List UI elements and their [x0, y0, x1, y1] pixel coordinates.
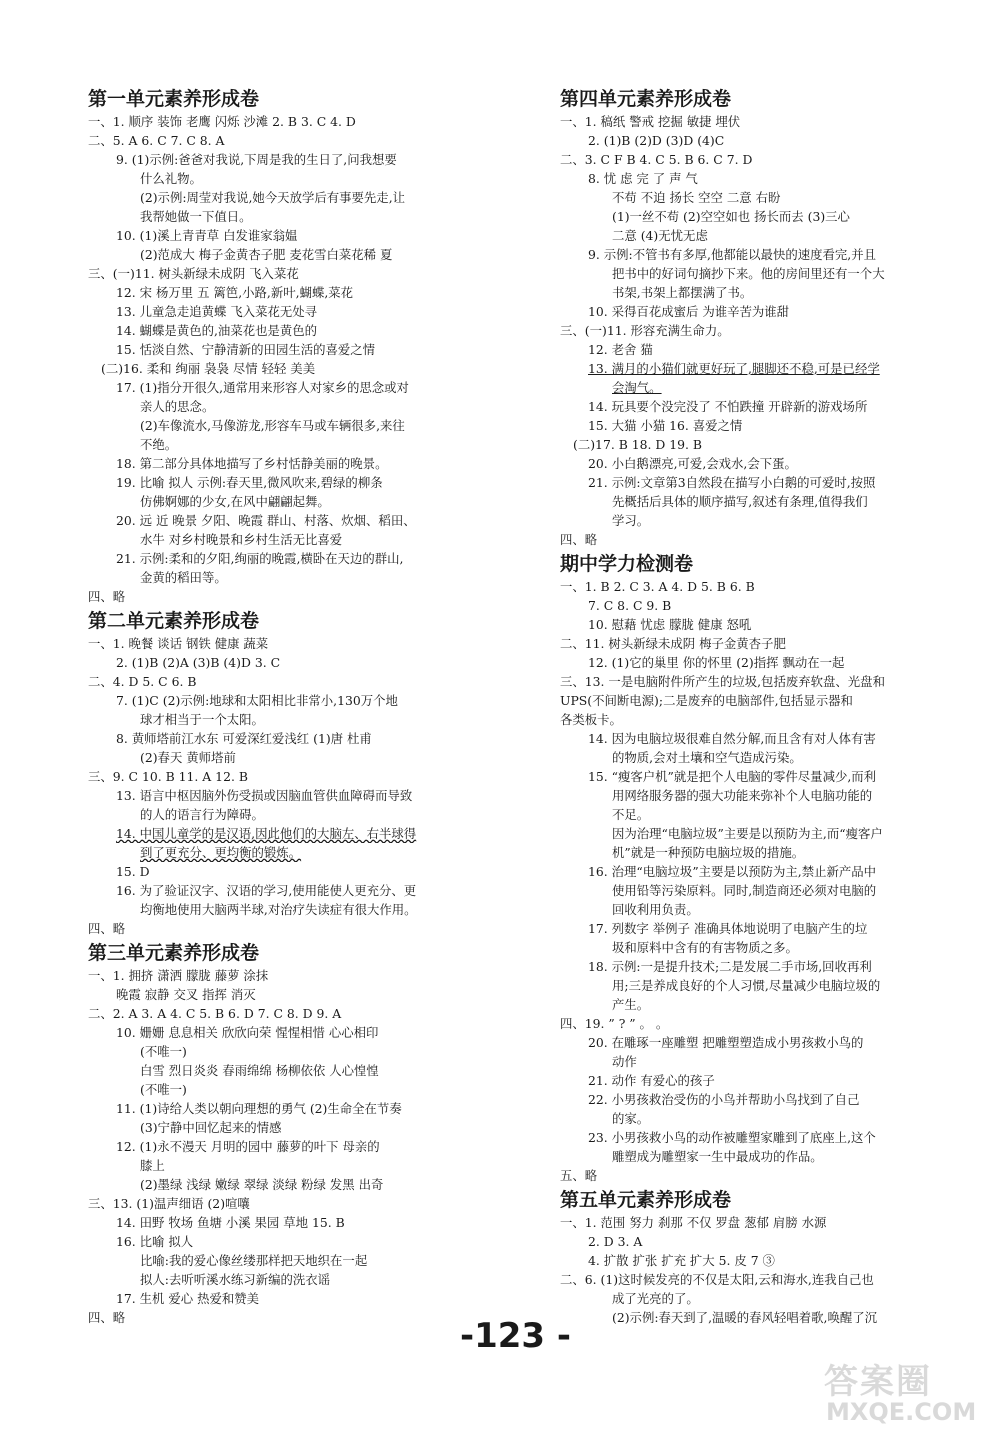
answer-line: 14. 中国儿童学的是汉语,因此他们的大脑左、右半球得 — [116, 826, 417, 841]
answer-line: (二)17. B 18. D 19. B — [573, 437, 703, 452]
answer-line: 17. 生机 爱心 热爱和赞美 — [116, 1291, 260, 1306]
answer-line: (不唯一) — [140, 1044, 187, 1059]
answer-line: 20. 在雕琢一座雕塑 把雕塑塑造成小男孩救小鸟的 — [588, 1035, 864, 1050]
answer-line: 四、略 — [88, 921, 126, 936]
answer-line: 23. 小男孩救小鸟的动作被雕塑家雕到了底座上,这个 — [588, 1130, 876, 1145]
watermark-logo — [818, 1354, 988, 1430]
answer-line: 二、6. (1)这时候发亮的不仅是太阳,云和海水,连我自己也 — [560, 1272, 874, 1287]
answer-line: (2)示例:春天到了,温暖的春风轻唱着歌,唤醒了沉 — [612, 1310, 878, 1325]
answer-line: 金黄的稻田等。 — [140, 570, 227, 585]
answer-line: 9. 示例:不管书有多厚,他都能以最快的速度看完,并且 — [588, 247, 877, 262]
section-title: 期中学力检测卷 — [560, 553, 694, 575]
answer-line: 12. 宋 杨万里 五 篱笆,小路,新叶,蝴蝶,菜花 — [116, 285, 354, 300]
answer-line: 五、略 — [560, 1168, 598, 1183]
answer-line: 一、1. 顺序 装饰 老鹰 闪烁 沙滩 2. B 3. C 4. D — [88, 114, 356, 129]
answer-line: 先概括后具体的顺序描写,叙述有条理,值得我们 — [612, 494, 868, 509]
answer-line: 一、1. 稿纸 警戒 挖掘 敏捷 埋伏 — [560, 114, 741, 129]
answer-line: 一、1. B 2. C 3. A 4. D 5. B 6. B — [560, 579, 755, 594]
answer-line: 的人的语言行为障碍。 — [140, 807, 264, 822]
answer-line: 不足。 — [612, 807, 650, 822]
answer-line: 用;三是养成良好的个人习惯,尽量减少电脑垃圾的 — [612, 978, 881, 993]
answer-line: 18. 示例:一是提升技术;二是发展二手市场,回收再利 — [588, 959, 872, 974]
answer-line: 膝上 — [140, 1158, 165, 1173]
answer-line: 三、(一)11. 树头新绿未成阴 飞入菜花 — [88, 266, 299, 281]
answer-line: 成了光亮的了。 — [612, 1291, 699, 1306]
answer-line: 回收利用负责。 — [612, 902, 699, 917]
answer-line: 8. 忧 虑 完 了 声 气 — [588, 171, 698, 186]
answer-line: 13. 儿童急走追黄蝶 飞入菜花无处寻 — [116, 304, 318, 319]
answer-line: 2. D 3. A — [588, 1234, 643, 1249]
answer-line: 使用铅等污染原料。同时,制造商还必须对电脑的 — [612, 883, 877, 898]
answer-line: 16. 治理“电脑垃圾”主要是以预防为主,禁止新产品中 — [588, 864, 877, 879]
answer-line: 21. 示例:文章第3自然段在描写小白鹅的可爱时,按照 — [588, 475, 876, 490]
answer-line: 动作 — [612, 1054, 637, 1069]
answer-line: 15. D — [116, 864, 150, 879]
answer-line: 14. 因为电脑垃圾很难自然分解,而且含有对人体有害 — [588, 731, 876, 746]
answer-line: 二、4. D 5. C 6. B — [88, 674, 197, 689]
answer-line: 亲人的思念。 — [140, 399, 215, 414]
answer-line: 一、1. 范围 努力 刹那 不仅 罗盘 葱郁 肩膀 水源 — [560, 1215, 827, 1230]
answer-line: 2. (1)B (2)A (3)B (4)D 3. C — [116, 655, 281, 670]
answer-line: 不苟 不迫 扬长 空空 二意 右盼 — [612, 190, 781, 205]
answer-line: 15. 恬淡自然、宁静清新的田园生活的喜爱之情 — [116, 342, 376, 357]
answer-line: 14. 玩具要个没完没了 不怕跌撞 开辟新的游戏场所 — [588, 399, 868, 414]
answer-line: 球才相当于一个太阳。 — [140, 712, 264, 727]
answer-line: 7. (1)C (2)示例:地球和太阳相比非常小,130万个地 — [116, 693, 398, 708]
answer-line: 晚霞 寂静 交叉 指挥 消灭 — [116, 987, 256, 1002]
answer-line: 20. 小白鹅漂亮,可爱,会戏水,会下蛋。 — [588, 456, 797, 471]
answer-line: 20. 远 近 晚景 夕阳、晚霞 群山、村落、炊烟、稻田、 — [116, 513, 416, 528]
answer-line: 二、2. A 3. A 4. C 5. B 6. D 7. C 8. D 9. A — [88, 1006, 342, 1021]
answer-line: 三、13. 一是电脑附件所产生的垃圾,包括废弃软盘、光盘和 — [560, 674, 885, 689]
answer-line: (3)宁静中回忆起来的情感 — [140, 1120, 282, 1135]
answer-line: 14. 田野 牧场 鱼塘 小溪 果园 草地 15. B — [116, 1215, 345, 1230]
answer-line: 四、19. ” ? ” 。 。 — [560, 1016, 669, 1031]
answer-line: 学习。 — [612, 513, 650, 528]
answer-line: 二、11. 树头新绿未成阴 梅子金黄杏子肥 — [560, 636, 786, 651]
answer-line: 圾和原料中含有的有害物质之多。 — [612, 940, 798, 955]
section-title: 第一单元素养形成卷 — [88, 88, 260, 110]
answer-line: 因为治理“电脑垃圾”主要是以预防为主,而“瘦客户 — [612, 826, 883, 841]
answer-line: 会淘气。 — [612, 380, 662, 395]
answer-line: (不唯一) — [140, 1082, 187, 1097]
answer-line: 四、略 — [88, 589, 126, 604]
answer-line: 21. 示例:柔和的夕阳,绚丽的晚霞,横卧在天边的群山, — [116, 551, 404, 566]
answer-line: UPS(不间断电源);二是废弃的电脑部件,包括显示器和 — [560, 693, 853, 708]
answer-column-left — [88, 86, 488, 1327]
answer-line: 三、(一)11. 形容充满生命力。 — [560, 323, 730, 338]
answer-line: 二、3. C F B 4. C 5. B 6. C 7. D — [560, 152, 753, 167]
answer-line: 水牛 对乡村晚景和乡村生活无比喜爱 — [140, 532, 343, 547]
answer-line: 9. (1)示例:爸爸对我说,下周是我的生日了,问我想要 — [116, 152, 397, 167]
answer-line: 12. (1)永不漫天 月明的园中 藤萝的叶下 母亲的 — [116, 1139, 380, 1154]
answer-line: 4. 扩散 扩张 扩充 扩大 5. 皮 7 ③ — [588, 1253, 775, 1268]
section-title: 第二单元素养形成卷 — [88, 610, 260, 632]
answer-line: 产生。 — [612, 997, 650, 1012]
answer-line: 15. 大猫 小猫 16. 喜爱之情 — [588, 418, 743, 433]
answer-line: 机”就是一种预防电脑垃圾的措施。 — [612, 845, 805, 860]
answer-line: 我帮她做一下值日。 — [140, 209, 252, 224]
answer-line: 用网络服务器的强大功能来弥补个人电脑功能的 — [612, 788, 873, 803]
answer-line: 的物质,会对土壤和空气造成污染。 — [612, 750, 802, 765]
answer-line: 一、1. 晚餐 谈话 钢铁 健康 蔬菜 — [88, 636, 269, 651]
answer-line: 的家。 — [612, 1111, 650, 1126]
answer-line: 16. 比喻 拟人 — [116, 1234, 194, 1249]
answer-line: 7. C 8. C 9. B — [588, 598, 672, 613]
answer-line: 四、略 — [88, 1310, 126, 1325]
section-title: 第五单元素养形成卷 — [560, 1189, 732, 1211]
answer-line: 各类板卡。 — [560, 712, 622, 727]
answer-line: 比喻:我的爱心像丝缕那样把天地织在一起 — [140, 1253, 368, 1268]
answer-line: 什么礼物。 — [140, 171, 202, 186]
answer-line: 四、略 — [560, 532, 598, 547]
answer-line: 三、13. (1)温声细语 (2)喧嚷 — [88, 1196, 250, 1211]
answer-line: 21. 动作 有爱心的孩子 — [588, 1073, 715, 1088]
answer-line: 18. 第二部分具体地描写了乡村恬静美丽的晚景。 — [116, 456, 388, 471]
answer-line: 10. 采得百花成蜜后 为谁辛苦为谁甜 — [588, 304, 790, 319]
answer-line: 雕塑成为雕塑家一生中最成功的作品。 — [612, 1149, 823, 1164]
answer-line: 14. 蝴蝶是黄色的,油菜花也是黄色的 — [116, 323, 318, 338]
answer-line: 到了更充分、更均衡的锻炼。 — [140, 845, 302, 860]
answer-line: 三、9. C 10. B 11. A 12. B — [88, 769, 248, 784]
answer-line: 把书中的好词句摘抄下来。他的房间里还有一个大 — [612, 266, 885, 281]
answer-line: (2)春天 黄师塔前 — [140, 750, 236, 765]
answer-line: 10. 慰藉 忧虑 朦胧 健康 怒吼 — [588, 617, 752, 632]
answer-line: 17. 列数字 举例子 准确具体地说明了电脑产生的垃 — [588, 921, 868, 936]
answer-line: 16. 为了验证汉字、汉语的学习,使用能使人更充分、更 — [116, 883, 417, 898]
answer-line: (二)16. 柔和 绚丽 袅袅 尽情 轻轻 美美 — [101, 361, 316, 376]
answer-line: 12. (1)它的巢里 你的怀里 (2)指挥 飘动在一起 — [588, 655, 845, 670]
answer-line: 均衡地使用大脑两半球,对治疗失读症有很大作用。 — [140, 902, 417, 917]
watermark-domain: MXQE.COM — [826, 1398, 977, 1426]
answer-line: 12. 老舍 猫 — [588, 342, 653, 357]
answer-line: (2)示例:周莹对我说,她今天放学后有事要先走,让 — [140, 190, 406, 205]
answer-line: 二、5. A 6. C 7. C 8. A — [88, 133, 225, 148]
answer-line: 15. “瘦客户机”就是把个人电脑的零件尽量减少,而利 — [588, 769, 877, 784]
answer-line: 不绝。 — [140, 437, 178, 452]
answer-line: (2)车像流水,马像游龙,形容车马或车辆很多,来往 — [140, 418, 405, 433]
section-title: 第三单元素养形成卷 — [88, 942, 260, 964]
answer-line: 13. 语言中枢因脑外伤受损或因脑血管供血障碍而导致 — [116, 788, 413, 803]
answer-line: 10. (1)溪上青青草 白发谁家翁媪 — [116, 228, 298, 243]
answer-line: 白雪 烈日炎炎 春雨绵绵 杨柳依依 人心惶惶 — [140, 1063, 379, 1078]
answer-line: 11. (1)诗给人类以朝向理想的勇气 (2)生命全在节奏 — [116, 1101, 402, 1116]
answer-line: 8. 黄师塔前江水东 可爱深红爱浅红 (1)唐 杜甫 — [116, 731, 372, 746]
answer-line: 10. 姗姗 息息相关 欣欣向荣 惺惺相惜 心心相印 — [116, 1025, 379, 1040]
answer-line: 一、1. 拥挤 潇洒 朦胧 藤萝 涂抹 — [88, 968, 269, 983]
watermark-text: 答案圈 — [824, 1362, 932, 1402]
answer-line: (2)范成大 梅子金黄杏子肥 麦花雪白菜花稀 夏 — [140, 247, 393, 262]
answer-line: 仿佛婀娜的少女,在风中翩翩起舞。 — [140, 494, 330, 509]
answer-line: 书架,书架上都摆满了书。 — [612, 285, 753, 300]
answer-line: 二意 (4)无忧无虑 — [612, 228, 708, 243]
answer-line: 拟人:去听听溪水练习新编的洗衣谣 — [140, 1272, 331, 1287]
answer-line: (2)墨绿 浅绿 嫩绿 翠绿 淡绿 粉绿 发黑 出奇 — [140, 1177, 384, 1192]
answer-column-right — [560, 86, 940, 1327]
answer-line: 17. (1)指分开很久,通常用来形容人对家乡的思念或对 — [116, 380, 409, 395]
answer-line: 13. 满月的小猫们就更好玩了,腿脚还不稳,可是已经学 — [588, 361, 880, 376]
answer-line: 22. 小男孩救治受伤的小鸟并帮助小鸟找到了自己 — [588, 1092, 860, 1107]
section-title: 第四单元素养形成卷 — [560, 88, 732, 110]
answer-line: 2. (1)B (2)D (3)D (4)C — [588, 133, 725, 148]
answer-line: 19. 比喻 拟人 示例:春天里,微风吹来,碧绿的柳条 — [116, 475, 383, 490]
page-number: -123 - — [460, 1316, 572, 1356]
answer-line: (1)一丝不苟 (2)空空如也 扬长而去 (3)三心 — [612, 209, 850, 224]
